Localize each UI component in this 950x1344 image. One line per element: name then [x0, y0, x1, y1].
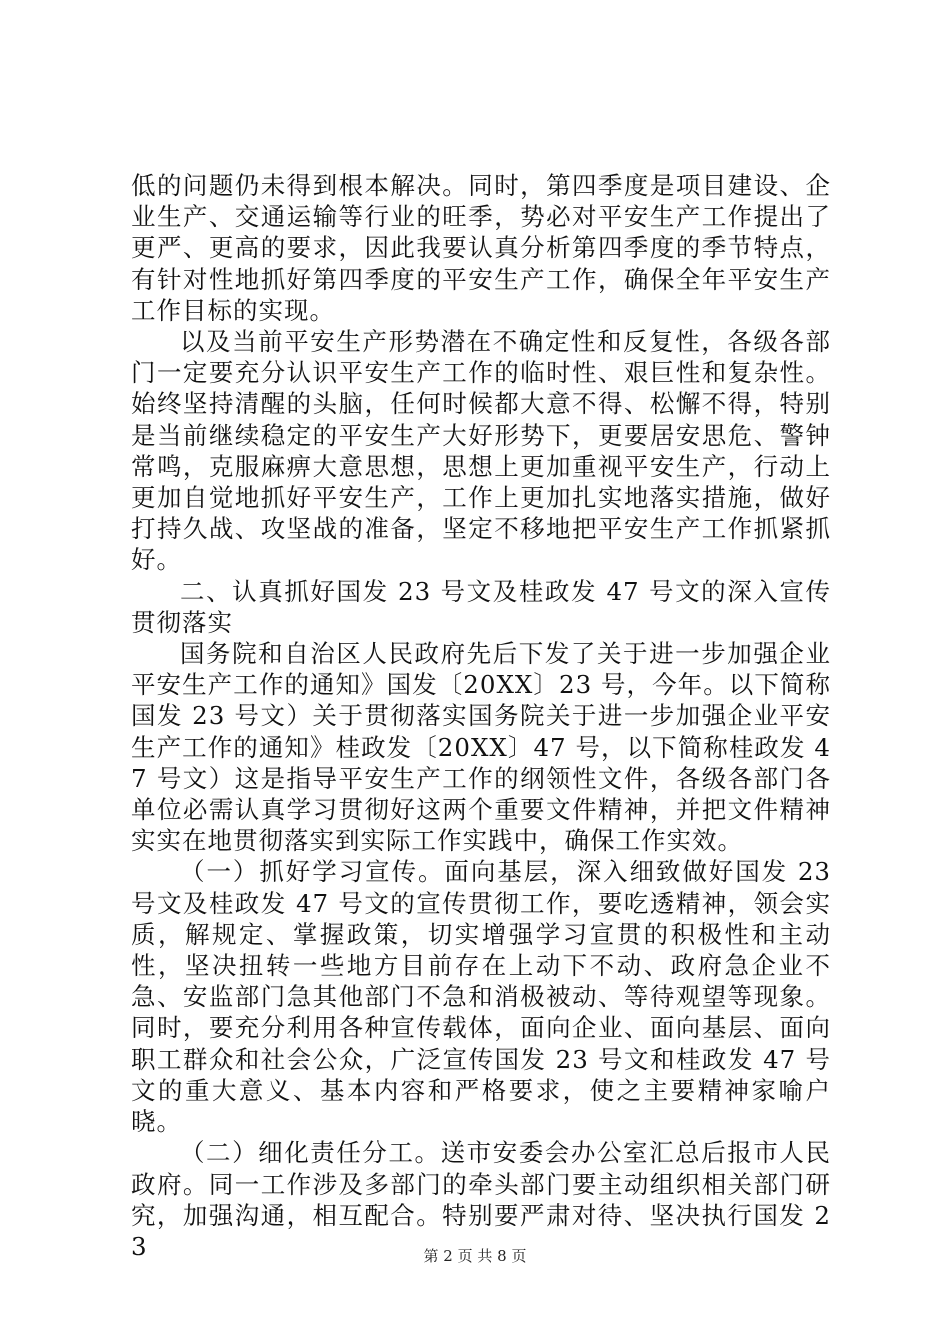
paragraph: （二）细化责任分工。送市安委会办公室汇总后报市人民政府。同一工作涉及多部门的牵头部门要主动组织相关部门研究，加强沟通，相互配合。特别要严肃对待、坚决执行国发 23 — [131, 1138, 831, 1261]
paragraph: （一）抓好学习宣传。面向基层，深入细致做好国发 23 号文及桂政发 47 号文的宣传贯彻工作，要吃透精神，领会实质，解规定、掌握政策，切实增强学习宣贯的积极性和主动性，坚决扭转一些地方目前存在上动下不动、政府急企业不急、安监部门急其他部门不急和消极被动、等待观望等现象。同时，要充分利用各种宣传载体，面向企业、面向基层、面向职工群众和社会公众，广泛宣传国发 23 号文和桂政发 47 号文的重大意义、基本内容和严格要求，使之主要精神家喻户晓。 — [131, 857, 840, 1137]
paragraph: 国务院和自治区人民政府先后下发了关于进一步加强企业平安生产工作的通知》国发〔20XX〕23 号，今年。以下简称国发 23 号文）关于贯彻落实国务院关于进一步加强企业平安生产工作的通知》桂政发〔20XX〕47 号，以下简称桂政发 47 号文）这是指导平安生产工作的纲领性文件，各级各部门各单位必需认真学习贯彻好这两个重要文件精神，并把文件精神实实在地贯彻落实到实际工作实践中，确保工作实效。 — [131, 639, 831, 856]
section-heading: 二、认真抓好国发 23 号文及桂政发 47 号文的深入宣传贯彻落实 — [131, 576, 831, 637]
document-body — [131, 170, 840, 1262]
paragraph: 以及当前平安生产形势潜在不确定性和反复性，各级各部门一定要充分认识平安生产工作的临时性、艰巨性和复杂性。始终坚持清醒的头脑，任何时候都大意不得、松懈不得，特别是当前继续稳定的平安生产大好形势下，更要居安思危、警钟常鸣，克服麻痹大意思想，思想上更加重视平安生产，行动上更加自觉地抓好平安生产，工作上更加扎实地落实措施，做好打持久战、攻坚战的准备，坚定不移地把平安生产工作抓紧抓好。 — [131, 327, 831, 575]
paragraph: 低的问题仍未得到根本解决。同时，第四季度是项目建设、企业生产、交通运输等行业的旺季，势必对平安生产工作提出了更严、更高的要求，因此我要认真分析第四季度的季节特点，有针对性地抓好第四季度的平安生产工作，确保全年平安生产工作目标的实现。 — [131, 171, 831, 325]
page-number: 第 2 页 共 8 页 — [423, 1247, 527, 1265]
page-footer — [0, 1245, 950, 1266]
